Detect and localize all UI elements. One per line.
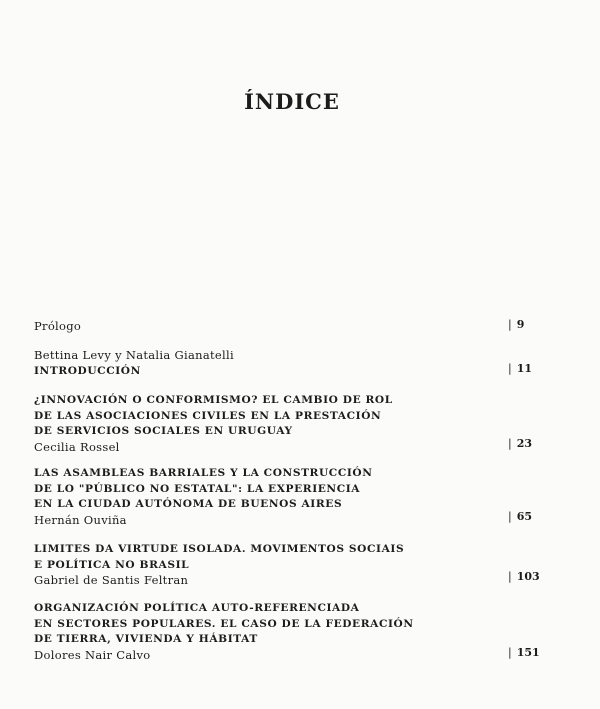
toc-entry-title-line: EN SECTORES POPULARES. EL CASO DE LA FEDERACIÓN xyxy=(34,617,414,630)
toc-entry-title-line: EN LA CIUDAD AUTÓNOMA DE BUENOS AIRES xyxy=(34,498,343,510)
toc-entry-prologo[interactable] xyxy=(34,319,554,335)
toc-entry-limites[interactable] xyxy=(34,542,554,589)
toc-entry-organizacion[interactable] xyxy=(34,601,554,663)
toc-entry-title: INTRODUCCIÓN xyxy=(34,364,141,377)
page-title: ÍNDICE xyxy=(244,89,340,114)
toc-page-number: | 23 xyxy=(508,437,533,450)
toc-entry-title-line: LIMITES DA VIRTUDE ISOLADA. MOVIMENTOS SOCIAIS xyxy=(34,543,405,555)
toc-entry-title-line: DE LO "PÚBLICO NO ESTATAL": LA EXPERIENCIA xyxy=(34,482,361,495)
toc-entry-title-line: DE TIERRA, VIVIENDA Y HÁBITAT xyxy=(34,633,258,645)
toc-entry-title: Prólogo xyxy=(34,319,82,333)
toc-page-number: | 11 xyxy=(508,362,533,375)
toc-entry-title-line: ORGANIZACIÓN POLÍTICA AUTO-REFERENCIADA xyxy=(34,602,360,614)
toc-entry-author: Gabriel de Santis Feltran xyxy=(34,573,189,587)
toc-entry-author: Dolores Nair Calvo xyxy=(34,647,151,662)
toc-entry-asambleas[interactable] xyxy=(34,466,554,528)
toc-page-number: | 9 xyxy=(508,318,525,331)
toc-page-number: | 151 xyxy=(508,646,540,659)
toc-entry-title-line: DE SERVICIOS SOCIALES EN URUGUAY xyxy=(34,425,293,437)
toc-page-number: | 65 xyxy=(508,510,533,523)
toc-entry-title-line: ¿INNOVACIÓN O CONFORMISMO? EL CAMBIO DE ROL xyxy=(34,394,393,406)
toc-entry-introduccion[interactable] xyxy=(34,348,554,379)
toc-entry-title-line: E POLÍTICA NO BRASIL xyxy=(34,558,190,571)
toc-entry-innovacion[interactable] xyxy=(34,393,554,455)
toc-entry-author: Bettina Levy y Natalia Gianatelli xyxy=(34,348,234,362)
toc-page-number: | 103 xyxy=(508,570,540,583)
toc-entry-author: Hernán Ouviña xyxy=(34,512,127,527)
toc-entry-title-line: LAS ASAMBLEAS BARRIALES Y LA CONSTRUCCIÓN xyxy=(34,467,373,479)
toc-entry-title-line: DE LAS ASOCIACIONES CIVILES EN LA PRESTACIÓN xyxy=(34,409,382,422)
toc-entry-author: Cecilia Rossel xyxy=(34,439,120,454)
